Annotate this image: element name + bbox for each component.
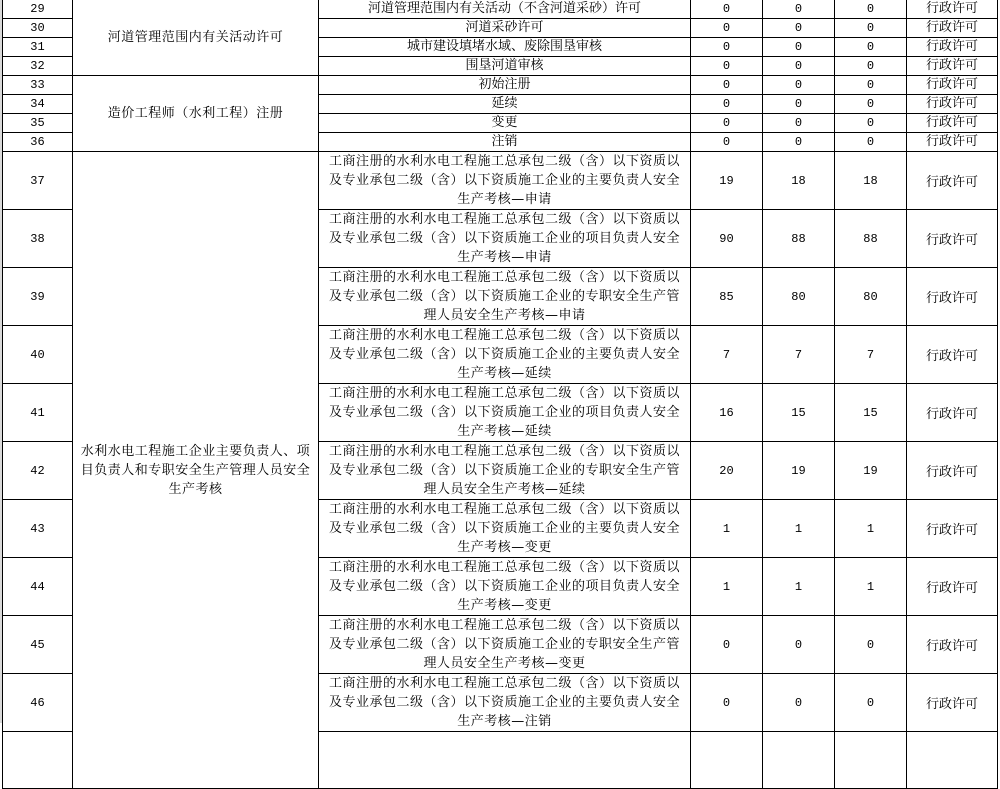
item-type-cell: 行政许可	[907, 114, 998, 133]
completed-count-cell: 1	[763, 500, 835, 558]
row-number-cell: 30	[3, 19, 73, 38]
table-row	[3, 0, 998, 19]
item-type-cell: 行政许可	[907, 674, 998, 732]
table-row	[3, 152, 998, 210]
sub-item-cell: 工商注册的水利水电工程施工总承包二级（含）以下资质以及专业承包二级（含）以下资质施工企业的项目负责人安全生产考核—延续	[319, 384, 691, 442]
accepted-count-cell: 0	[691, 76, 763, 95]
row-number-cell: 39	[3, 268, 73, 326]
sub-item-cell: 工商注册的水利水电工程施工总承包二级（含）以下资质以及专业承包二级（含）以下资质施工企业的项目负责人安全生产考核—申请	[319, 210, 691, 268]
completed-count-cell: 0	[763, 38, 835, 57]
completed-count-cell: 88	[763, 210, 835, 268]
item-type-cell: 行政许可	[907, 558, 998, 616]
row-number-cell: 31	[3, 38, 73, 57]
approved-count-cell: 19	[835, 442, 907, 500]
item-name-cell: 造价工程师（水利工程）注册	[73, 76, 319, 152]
item-type-cell: 行政许可	[907, 152, 998, 210]
accepted-count-cell: 0	[691, 674, 763, 732]
row-number-cell: 32	[3, 57, 73, 76]
completed-count-cell: 7	[763, 326, 835, 384]
completed-count-cell: 18	[763, 152, 835, 210]
approved-count-cell: 18	[835, 152, 907, 210]
table-row	[3, 76, 998, 95]
accepted-count-cell: 0	[691, 95, 763, 114]
accepted-count-cell: 7	[691, 326, 763, 384]
sub-item-cell: 工商注册的水利水电工程施工总承包二级（含）以下资质以及专业承包二级（含）以下资质施工企业的专职安全生产管理人员安全生产考核—申请	[319, 268, 691, 326]
row-number-cell: 43	[3, 500, 73, 558]
completed-count-cell: 0	[763, 674, 835, 732]
item-type-cell: 行政许可	[907, 442, 998, 500]
sub-item-cell: 河道管理范围内有关活动（不含河道采砂）许可	[319, 0, 691, 19]
item-type-cell: 行政许可	[907, 268, 998, 326]
completed-count-cell: 0	[763, 114, 835, 133]
item-type-cell: 行政许可	[907, 57, 998, 76]
sub-item-cell: 河道采砂许可	[319, 19, 691, 38]
approved-count-cell: 7	[835, 326, 907, 384]
completed-count-cell: 0	[763, 57, 835, 76]
row-number-cell	[3, 732, 73, 789]
completed-count-cell	[763, 732, 835, 789]
completed-count-cell: 0	[763, 133, 835, 152]
approved-count-cell: 0	[835, 0, 907, 19]
item-type-cell: 行政许可	[907, 500, 998, 558]
row-number-cell: 29	[3, 0, 73, 19]
accepted-count-cell: 19	[691, 152, 763, 210]
sub-item-cell: 工商注册的水利水电工程施工总承包二级（含）以下资质以及专业承包二级（含）以下资质施工企业的主要负责人安全生产考核—注销	[319, 674, 691, 732]
item-type-cell: 行政许可	[907, 616, 998, 674]
item-name-cell: 河道管理范围内有关活动许可	[73, 0, 319, 76]
accepted-count-cell: 20	[691, 442, 763, 500]
accepted-count-cell: 0	[691, 0, 763, 19]
item-type-cell: 行政许可	[907, 76, 998, 95]
row-number-cell: 33	[3, 76, 73, 95]
approved-count-cell: 0	[835, 95, 907, 114]
sub-item-cell: 城市建设填堵水域、废除围垦审核	[319, 38, 691, 57]
accepted-count-cell: 90	[691, 210, 763, 268]
approved-count-cell: 0	[835, 114, 907, 133]
sub-item-cell: 工商注册的水利水电工程施工总承包二级（含）以下资质以及专业承包二级（含）以下资质施工企业的主要负责人安全生产考核—变更	[319, 500, 691, 558]
completed-count-cell: 0	[763, 19, 835, 38]
approved-count-cell	[835, 732, 907, 789]
accepted-count-cell: 0	[691, 114, 763, 133]
approved-count-cell: 80	[835, 268, 907, 326]
accepted-count-cell: 85	[691, 268, 763, 326]
item-type-cell: 行政许可	[907, 210, 998, 268]
sub-item-cell: 工商注册的水利水电工程施工总承包二级（含）以下资质以及专业承包二级（含）以下资质施工企业的专职安全生产管理人员安全生产考核—延续	[319, 442, 691, 500]
completed-count-cell: 0	[763, 616, 835, 674]
sub-item-cell: 延续	[319, 95, 691, 114]
item-type-cell: 行政许可	[907, 38, 998, 57]
approved-count-cell: 0	[835, 133, 907, 152]
item-type-cell: 行政许可	[907, 95, 998, 114]
approved-count-cell: 1	[835, 558, 907, 616]
approved-count-cell: 15	[835, 384, 907, 442]
approved-count-cell: 0	[835, 616, 907, 674]
sub-item-cell: 工商注册的水利水电工程施工总承包二级（含）以下资质以及专业承包二级（含）以下资质施工企业的项目负责人安全生产考核—变更	[319, 558, 691, 616]
completed-count-cell: 0	[763, 76, 835, 95]
row-number-cell: 44	[3, 558, 73, 616]
item-type-cell: 行政许可	[907, 326, 998, 384]
item-type-cell: 行政许可	[907, 0, 998, 19]
accepted-count-cell: 0	[691, 38, 763, 57]
item-type-cell: 行政许可	[907, 19, 998, 38]
completed-count-cell: 80	[763, 268, 835, 326]
row-number-cell: 40	[3, 326, 73, 384]
sub-item-cell: 初始注册	[319, 76, 691, 95]
sub-item-cell: 注销	[319, 133, 691, 152]
sub-item-cell: 工商注册的水利水电工程施工总承包二级（含）以下资质以及专业承包二级（含）以下资质施工企业的专职安全生产管理人员安全生产考核—变更	[319, 616, 691, 674]
sub-item-cell: 变更	[319, 114, 691, 133]
accepted-count-cell: 1	[691, 558, 763, 616]
accepted-count-cell: 1	[691, 500, 763, 558]
item-type-cell: 行政许可	[907, 133, 998, 152]
permit-statistics-table	[2, 0, 998, 789]
accepted-count-cell	[691, 732, 763, 789]
table-body	[3, 0, 998, 789]
row-number-cell: 34	[3, 95, 73, 114]
approved-count-cell: 0	[835, 38, 907, 57]
accepted-count-cell: 0	[691, 616, 763, 674]
completed-count-cell: 0	[763, 0, 835, 19]
item-type-cell: 行政许可	[907, 384, 998, 442]
approved-count-cell: 0	[835, 57, 907, 76]
accepted-count-cell: 0	[691, 19, 763, 38]
approved-count-cell: 0	[835, 674, 907, 732]
sub-item-cell: 围垦河道审核	[319, 57, 691, 76]
sub-item-cell: 工商注册的水利水电工程施工总承包二级（含）以下资质以及专业承包二级（含）以下资质施工企业的主要负责人安全生产考核—申请	[319, 152, 691, 210]
item-name-cell: 水利水电工程施工企业主要负责人、项目负责人和专职安全生产管理人员安全生产考核	[73, 152, 319, 789]
sub-item-cell	[319, 732, 691, 789]
completed-count-cell: 1	[763, 558, 835, 616]
approved-count-cell: 1	[835, 500, 907, 558]
accepted-count-cell: 0	[691, 133, 763, 152]
row-number-cell: 42	[3, 442, 73, 500]
row-number-cell: 38	[3, 210, 73, 268]
accepted-count-cell: 16	[691, 384, 763, 442]
accepted-count-cell: 0	[691, 57, 763, 76]
row-number-cell: 36	[3, 133, 73, 152]
completed-count-cell: 0	[763, 95, 835, 114]
approved-count-cell: 0	[835, 19, 907, 38]
row-number-cell: 46	[3, 674, 73, 732]
item-type-cell	[907, 732, 998, 789]
sub-item-cell: 工商注册的水利水电工程施工总承包二级（含）以下资质以及专业承包二级（含）以下资质施工企业的主要负责人安全生产考核—延续	[319, 326, 691, 384]
approved-count-cell: 88	[835, 210, 907, 268]
approved-count-cell: 0	[835, 76, 907, 95]
row-number-cell: 35	[3, 114, 73, 133]
row-number-cell: 41	[3, 384, 73, 442]
completed-count-cell: 15	[763, 384, 835, 442]
completed-count-cell: 19	[763, 442, 835, 500]
row-number-cell: 37	[3, 152, 73, 210]
row-number-cell: 45	[3, 616, 73, 674]
